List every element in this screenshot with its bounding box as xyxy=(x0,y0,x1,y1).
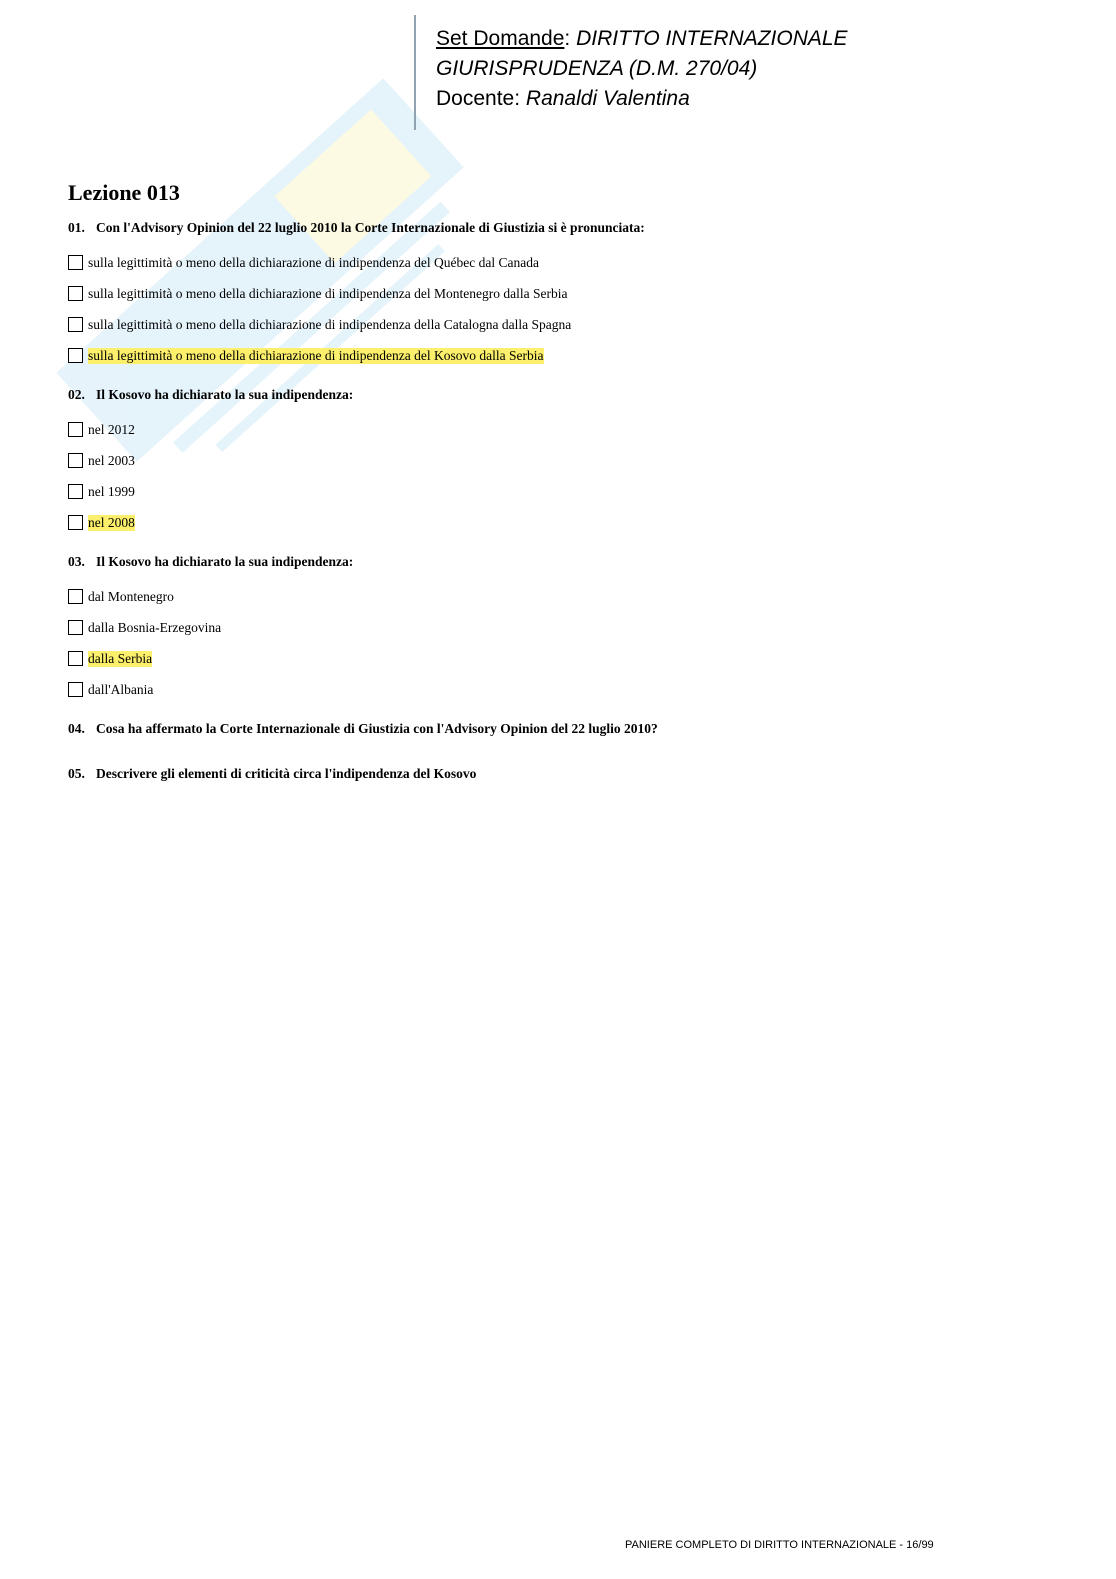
option-3b xyxy=(68,612,1028,643)
question-text: Il Kosovo ha dichiarato la sua indipendenza: xyxy=(96,554,354,569)
answer-checkbox[interactable] xyxy=(68,515,83,530)
question-number: 05. xyxy=(68,766,85,781)
question-text: Cosa ha affermato la Corte Internazionale di Giustizia con l'Advisory Opinion del 22 luglio 2010? xyxy=(96,721,658,736)
question-text: Descrivere gli elementi di criticità circa l'indipendenza del Kosovo xyxy=(96,766,477,781)
header-divider xyxy=(414,15,416,130)
question-text: Il Kosovo ha dichiarato la sua indipendenza: xyxy=(96,387,354,402)
answer-checkbox[interactable] xyxy=(68,682,83,697)
question-number: 01. xyxy=(68,220,85,235)
teacher-name: Ranaldi Valentina xyxy=(525,87,690,110)
header-title-line: Set Domande: DIRITTO INTERNAZIONALE xyxy=(436,27,848,50)
question-list xyxy=(68,218,1028,784)
course-title: DIRITTO INTERNAZIONALE xyxy=(576,27,848,50)
question-3 xyxy=(68,552,1028,572)
answer-checkbox[interactable] xyxy=(68,453,83,468)
option-1a xyxy=(68,247,1028,278)
option-text: sulla legittimità o meno della dichiarazione di indipendenza del Québec dal Canada xyxy=(88,254,539,270)
option-2c xyxy=(68,476,1028,507)
answer-checkbox[interactable] xyxy=(68,589,83,604)
answer-checkbox[interactable] xyxy=(68,651,83,666)
option-text: dal Montenegro xyxy=(88,588,174,604)
answer-checkbox[interactable] xyxy=(68,422,83,437)
lesson-title: Lezione 013 xyxy=(68,180,180,205)
option-text: dalla Bosnia-Erzegovina xyxy=(88,619,222,635)
question-5 xyxy=(68,764,1028,784)
answer-checkbox[interactable] xyxy=(68,484,83,499)
answer-checkbox[interactable] xyxy=(68,286,83,301)
option-text-highlighted: nel 2008 xyxy=(88,514,135,530)
option-1b xyxy=(68,278,1028,309)
question-text: Con l'Advisory Opinion del 22 luglio 2010 la Corte Internazionale di Giustizia si è pronunciata: xyxy=(96,220,645,235)
answer-checkbox[interactable] xyxy=(68,348,83,363)
option-text: sulla legittimità o meno della dichiarazione di indipendenza della Catalogna dalla Spagna xyxy=(88,316,572,332)
question-number: 04. xyxy=(68,721,85,736)
set-label: Set Domande xyxy=(436,27,565,50)
answer-checkbox[interactable] xyxy=(68,620,83,635)
question-1 xyxy=(68,218,1028,238)
answer-checkbox[interactable] xyxy=(68,255,83,270)
header-teacher-line xyxy=(436,84,848,114)
teacher-label: Docente: xyxy=(436,87,521,110)
option-text-highlighted: sulla legittimità o meno della dichiarazione di indipendenza del Kosovo dalla Serbia xyxy=(88,347,544,363)
option-2b xyxy=(68,445,1028,476)
option-text: nel 1999 xyxy=(88,483,135,499)
question-4 xyxy=(68,719,1028,739)
question-number: 03. xyxy=(68,554,85,569)
option-text: sulla legittimità o meno della dichiarazione di indipendenza del Montenegro dalla Serbia xyxy=(88,285,568,301)
option-text: nel 2003 xyxy=(88,452,135,468)
option-text-highlighted: dalla Serbia xyxy=(88,650,153,666)
question-number: 02. xyxy=(68,387,85,402)
page-footer: PANIERE COMPLETO DI DIRITTO INTERNAZIONALE - 16/99 xyxy=(625,1539,934,1551)
option-3c xyxy=(68,643,1028,674)
header-degree-line xyxy=(436,54,848,84)
option-text: dall'Albania xyxy=(88,681,154,697)
answer-checkbox[interactable] xyxy=(68,317,83,332)
option-1d xyxy=(68,340,1028,371)
degree: GIURISPRUDENZA (D.M. 270/04) xyxy=(436,57,758,80)
option-text: nel 2012 xyxy=(88,421,135,437)
option-3a xyxy=(68,581,1028,612)
option-2d xyxy=(68,507,1028,538)
option-1c xyxy=(68,309,1028,340)
option-2a xyxy=(68,414,1028,445)
question-2 xyxy=(68,385,1028,405)
document-header xyxy=(436,24,848,114)
option-3d xyxy=(68,674,1028,705)
